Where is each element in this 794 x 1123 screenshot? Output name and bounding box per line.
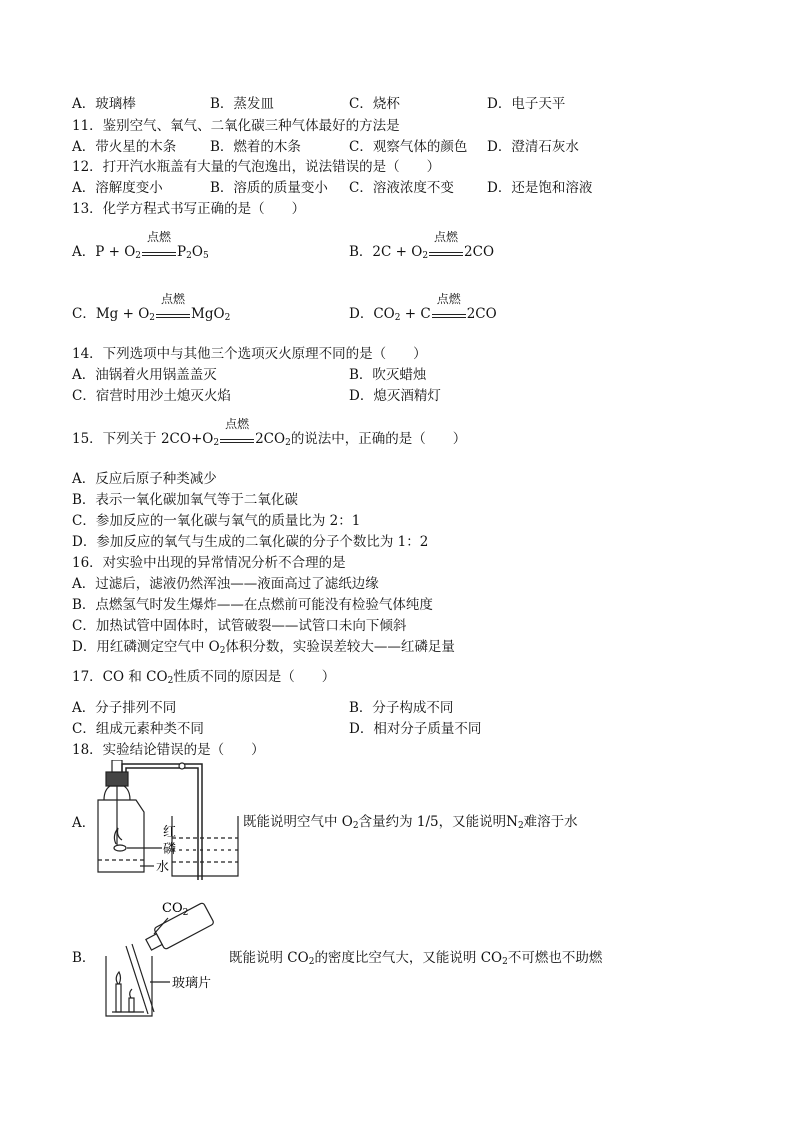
q14-option-c: C．宿营时用沙土熄灭火焰: [72, 388, 231, 404]
water-label: 水: [156, 860, 170, 875]
q16-option-c: C．加热试管中固体时，试管破裂——试管口未向下倾斜: [72, 618, 407, 634]
q15-option-b: B．表示一氧化碳加氧气等于二氧化碳: [72, 492, 298, 508]
reaction-arrow: 点燃: [220, 432, 254, 443]
q15-option-c: C．参加反应的一氧化碳与氧气的质量比为 2：1: [72, 513, 361, 529]
q16-option-d: D．用红磷测定空气中 $O_2$体积分数，实验误差较大——红磷足量: [72, 639, 455, 656]
q13-option-d: D．$CO_2 + C$ 点燃 2CO: [349, 292, 497, 323]
q10-option-b: B．蒸发皿: [210, 96, 274, 112]
glass-plate-label: 玻璃片: [172, 976, 212, 991]
q14-option-b: B．吹灭蜡烛: [349, 367, 427, 383]
q10-option-c: C．烧杯: [349, 96, 400, 112]
q17-option-b: B．分子构成不同: [349, 700, 454, 716]
q12-option-a: A．溶解度变小: [72, 180, 163, 196]
q16-option-a: A．过滤后，滤液仍然浑浊——液面高过了滤纸边缘: [72, 576, 379, 592]
q17-option-a: A．分子排列不同: [72, 700, 177, 716]
q18-b-text: 既能说明 $CO_2$的密度比空气大，又能说明 $CO_2$不可燃也不助燃: [229, 950, 603, 967]
q13-option-c: C．$Mg + O_2$ 点燃 MgO$_2$: [72, 292, 231, 323]
q17-option-d: D．相对分子质量不同: [349, 721, 482, 737]
reaction-arrow: 点燃: [432, 307, 466, 318]
q10-option-d: D．电子天平: [487, 96, 566, 112]
phosphorus-apparatus-figure: [92, 760, 242, 880]
q16-option-b: B．点燃氢气时发生爆炸——在点燃前可能没有检验气体纯度: [72, 597, 433, 613]
q13-stem: 13．化学方程式书写正确的是（ ）: [72, 201, 306, 217]
q15-stem: 15．下列关于 $2CO+O_2$ 点燃 $2CO_2$的说法中，正确的是（ ）: [72, 417, 467, 448]
q12-option-c: C．溶液浓度不变: [349, 180, 454, 196]
q11-option-c: C．观察气体的颜色: [349, 139, 468, 155]
q11-option-d: D．澄清石灰水: [487, 139, 579, 155]
red-label: 红: [163, 825, 177, 840]
reaction-arrow: 点燃: [156, 307, 190, 318]
q18-b-label: B．: [72, 950, 96, 966]
co2-gas-label: $CO_2$: [162, 901, 189, 918]
q15-option-d: D．参加反应的氧气与生成的二氧化碳的分子个数比为 1：2: [72, 534, 429, 550]
reaction-arrow: 点燃: [429, 245, 463, 256]
q14-stem: 14．下列选项中与其他三个选项灭火原理不同的是（ ）: [72, 346, 427, 362]
q17-stem: 17．CO 和 $CO_2$性质不同的原因是（ ）: [72, 669, 336, 686]
reaction-arrow: 点燃: [142, 245, 176, 256]
q18-a-text: 既能说明空气中 $O_2$含量约为 1/5，又能说明$N_2$难溶于水: [243, 814, 578, 831]
q11-option-a: A．带火星的木条: [72, 139, 177, 155]
q14-option-d: D．熄灭酒精灯: [349, 388, 441, 404]
q17-option-c: C．组成元素种类不同: [72, 721, 204, 737]
rubber-stopper: [106, 772, 128, 786]
q18-stem: 18．实验结论错误的是（ ）: [72, 742, 265, 758]
phosphorus-label: 磷: [163, 842, 177, 857]
q13-option-b: B．$2C + O_2$ 点燃 2CO: [349, 230, 495, 261]
q16-stem: 16．对实验中出现的异常情况分析不合理的是: [72, 555, 346, 571]
q11-stem: 11．鉴别空气、氧气、二氧化碳三种气体最好的方法是: [72, 118, 400, 134]
q12-stem: 12．打开汽水瓶盖有大量的气泡逸出，说法错误的是（ ）: [72, 159, 441, 175]
q10-option-a: A．玻璃棒: [72, 96, 136, 112]
q13-option-a: A．$P + O_2$ 点燃 $P_2O_5$: [72, 230, 209, 261]
q11-option-b: B．燃着的木条: [210, 139, 301, 155]
q12-option-b: B．溶质的质量变小: [210, 180, 328, 196]
q12-option-d: D．还是饱和溶液: [487, 180, 593, 196]
q18-a-label: A．: [72, 815, 96, 831]
q14-option-a: A．油锅着火用锅盖盖灭: [72, 367, 217, 383]
co2-candle-figure: [96, 898, 230, 1020]
q15-option-a: A．反应后原子种类减少: [72, 471, 217, 487]
